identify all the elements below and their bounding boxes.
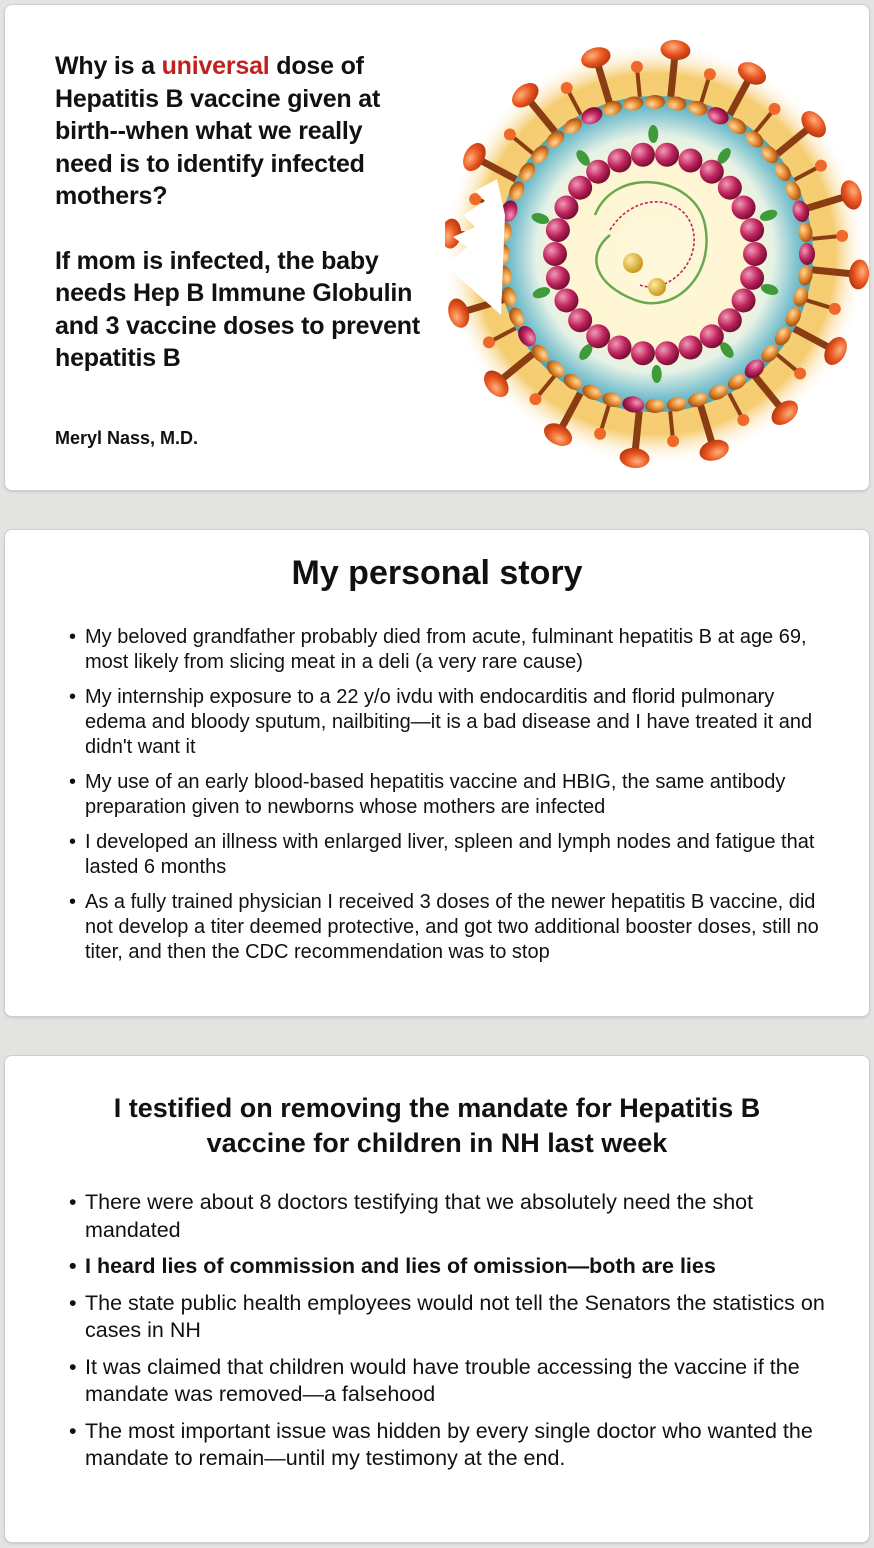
author-name: Meryl Nass, M.D. <box>55 428 199 448</box>
bullet-list <box>69 1189 829 1482</box>
list-item: • The state public health employees would not tell the Senators the statistics on cases in NH <box>69 1290 829 1345</box>
personal-story-slide <box>4 529 870 1017</box>
list-item: • As a fully trained physician I received 3 doses of the newer hepatitis B vaccine, did not develop a titer deemed protective, and got two additional booster doses, still no titer, and then the CDC recommendation was to stop <box>69 890 829 965</box>
list-item: • My internship exposure to a 22 y/o ivdu with endocarditis and florid pulmonary edema and bloody sputum, nailbiting—it is a bad disease and I have treated it and didn't want it <box>69 685 829 760</box>
slide-title: My personal story <box>291 554 583 592</box>
list-item: • My use of an early blood-based hepatitis vaccine and HBIG, the same antibody preparation given to newborns whose mothers are infected <box>69 770 829 820</box>
slide-title: I testified on removing the mandate for Hepatitis B vaccine for children in NH last week <box>113 1093 761 1158</box>
list-item: • I heard lies of commission and lies of omission—both are lies <box>69 1253 829 1281</box>
testimony-slide <box>4 1055 870 1543</box>
list-item: • It was claimed that children would have trouble accessing the vaccine if the mandate was removed—a falsehood <box>69 1354 829 1409</box>
list-item: • There were about 8 doctors testifying that we absolutely need the shot mandated <box>69 1189 829 1244</box>
virus-illustration-icon <box>445 15 870 491</box>
title-slide <box>4 4 870 491</box>
slide1-text-block <box>55 50 425 375</box>
question-text <box>55 50 425 213</box>
list-item: • I developed an illness with enlarged liver, spleen and lymph nodes and fatigue that lasted 6 months <box>69 830 829 880</box>
list-item: • My beloved grandfather probably died from acute, fulminant hepatitis B at age 69, most likely from slicing meat in a deli (a very rare cause) <box>69 625 829 675</box>
statement-text: If mom is infected, the baby needs Hep B Immune Globulin and 3 vaccine doses to prevent hepatitis B <box>55 246 420 372</box>
list-item: • The most important issue was hidden by every single doctor who wanted the mandate to remain—until my testimony at the end. <box>69 1418 829 1473</box>
question-after: dose of Hepatitis B vaccine given at birth--when what we really need is to identify infected mothers? <box>55 52 381 210</box>
question-before: Why is a <box>55 52 162 80</box>
question-highlight: universal <box>161 52 270 80</box>
bullet-list <box>69 625 829 975</box>
